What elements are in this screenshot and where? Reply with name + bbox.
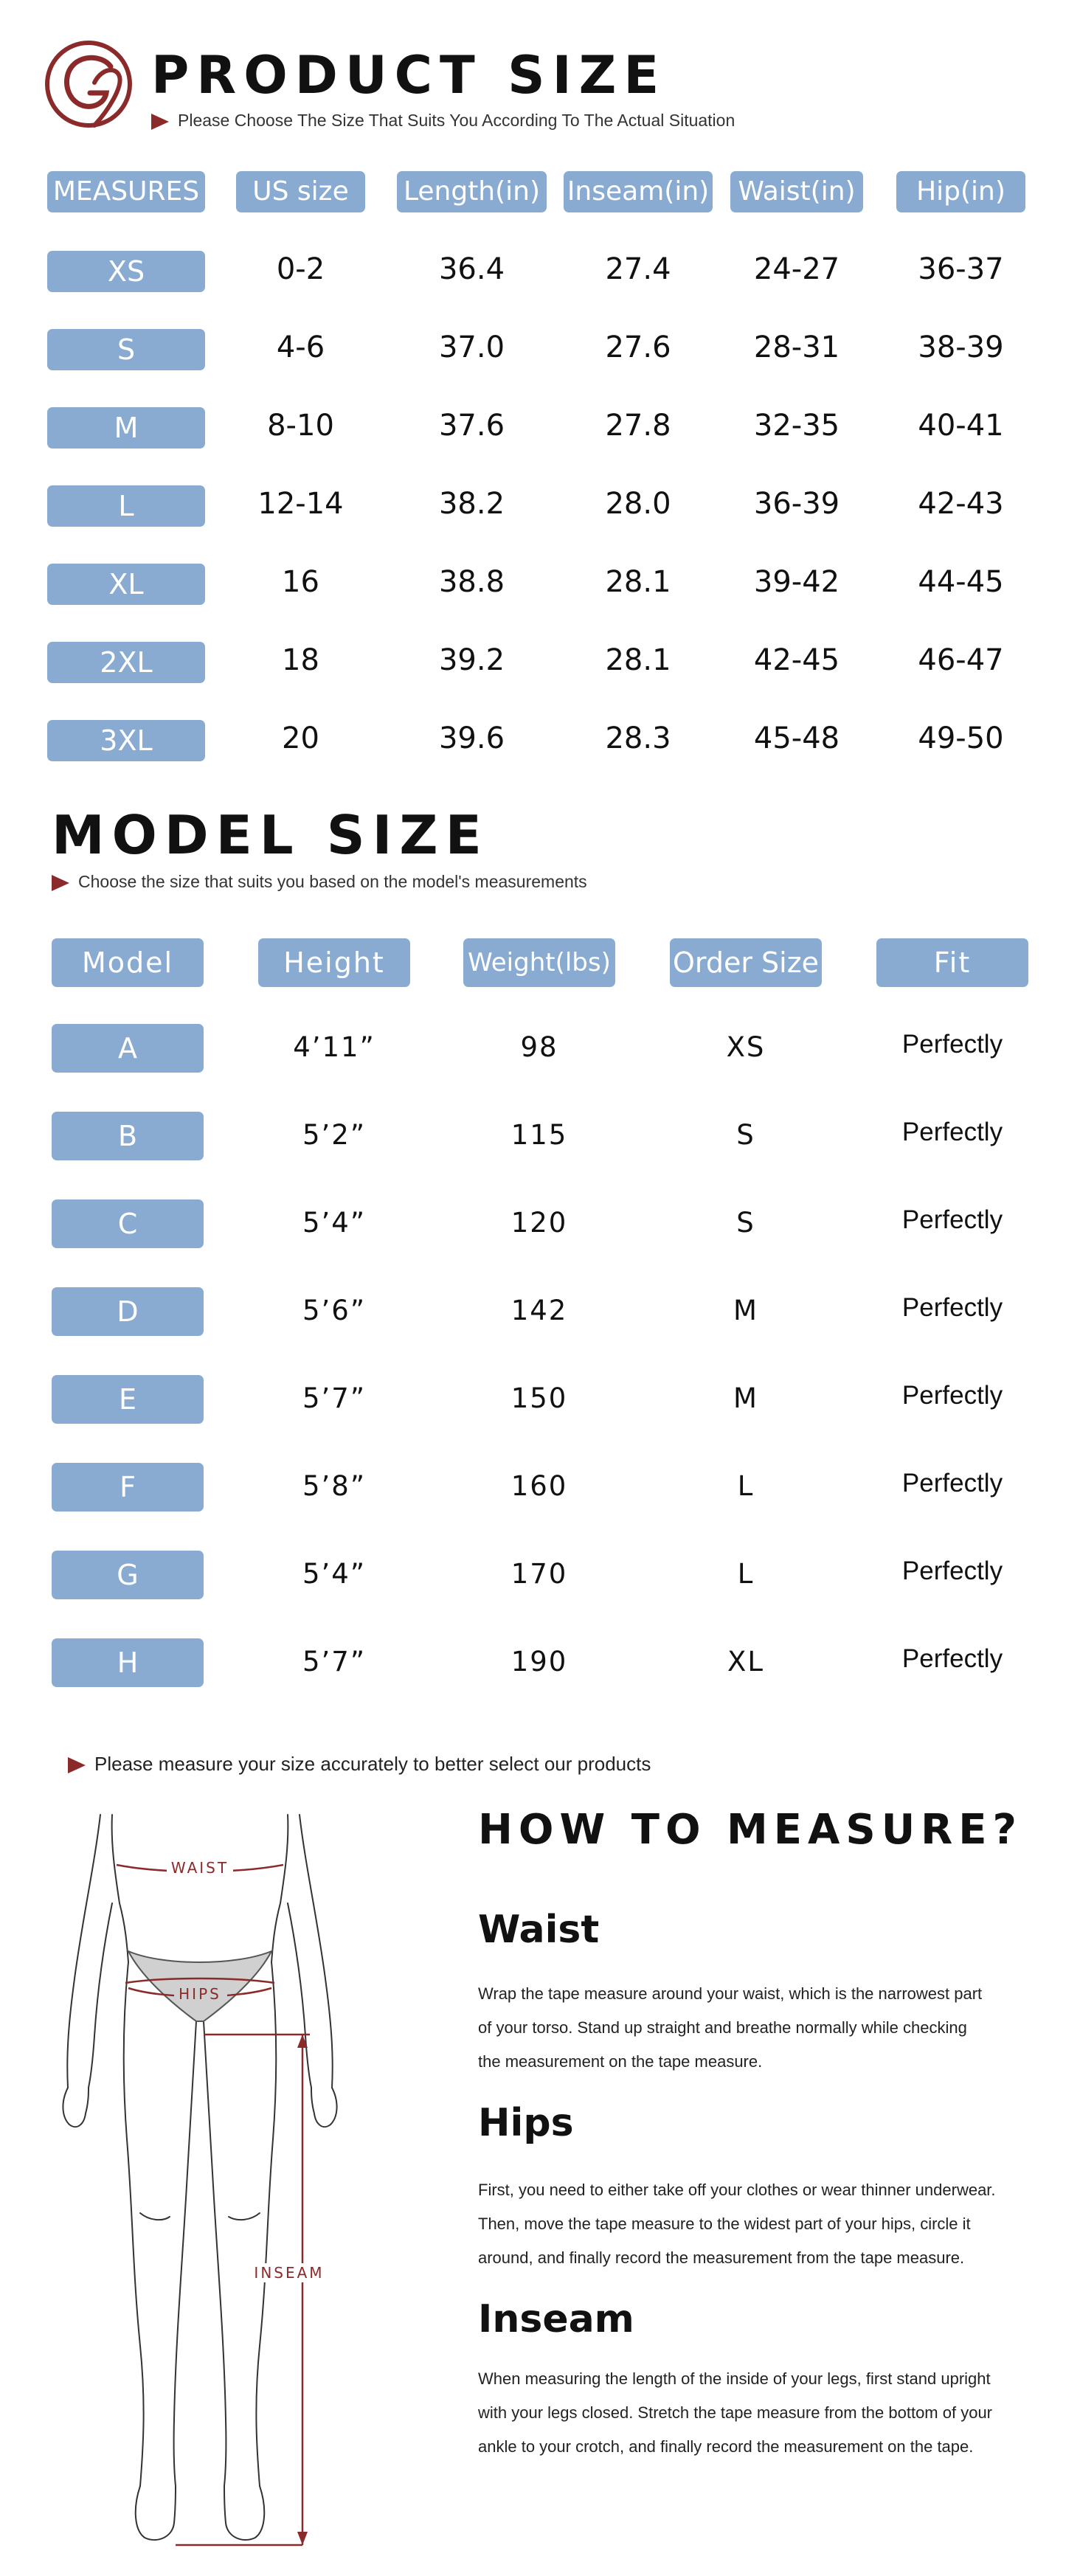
size-label: 2XL [47, 642, 205, 683]
length-value: 38.8 [438, 565, 505, 599]
header-inseam: Inseam(in) [564, 171, 713, 212]
us-size-value: 16 [282, 565, 319, 599]
header-model: Model [52, 938, 204, 987]
arrow-right-icon [151, 114, 169, 130]
length-value: 39.2 [438, 643, 505, 677]
hips-title: Hips [478, 2101, 574, 2145]
hip-value: 49-50 [918, 721, 1004, 755]
inseam-value: 27.8 [605, 409, 671, 443]
length-value: 37.6 [438, 409, 505, 443]
model-label: G [52, 1551, 204, 1599]
waist-title: Waist [478, 1908, 600, 1952]
weight-value: 115 [510, 1119, 568, 1151]
weight-value: 98 [520, 1031, 558, 1063]
height-value: 5’2” [302, 1119, 366, 1151]
hip-value: 42-43 [918, 487, 1004, 521]
length-value: 36.4 [438, 252, 505, 286]
model-label: H [52, 1638, 204, 1687]
weight-value: 160 [510, 1470, 568, 1502]
inseam-label: INSEAM [254, 2264, 325, 2282]
page-title: PRODUCT SIZE [151, 45, 667, 105]
inseam-value: 27.4 [605, 252, 671, 286]
model-label: C [52, 1199, 204, 1248]
order-size-value: L [737, 1470, 755, 1502]
fit-value: Perfectly [901, 1469, 1003, 1498]
waist-value: 28-31 [753, 330, 840, 364]
us-size-value: 18 [282, 643, 319, 677]
height-value: 5’7” [302, 1646, 366, 1677]
waist-value: 42-45 [753, 643, 840, 677]
measure-note: Please measure your size accurately to better select our products [68, 1753, 651, 1776]
waist-value: 39-42 [753, 565, 840, 599]
size-label: XS [47, 251, 205, 292]
inseam-value: 28.1 [605, 643, 671, 677]
fit-value: Perfectly [901, 1293, 1003, 1322]
waist-value: 36-39 [753, 487, 840, 521]
inseam-title: Inseam [478, 2297, 634, 2341]
length-value: 39.6 [438, 721, 505, 755]
weight-value: 170 [510, 1558, 568, 1590]
order-size-value: S [736, 1207, 755, 1239]
model-label: E [52, 1375, 204, 1424]
height-value: 5’4” [302, 1207, 366, 1239]
order-size-value: S [736, 1119, 755, 1151]
height-value: 5’4” [302, 1558, 366, 1590]
height-value: 5’6” [302, 1295, 366, 1326]
size-label: M [47, 407, 205, 449]
header-measures: MEASURES [47, 171, 205, 212]
waist-value: 45-48 [753, 721, 840, 755]
size-label: S [47, 329, 205, 370]
hip-value: 40-41 [918, 409, 1004, 443]
inseam-value: 28.3 [605, 721, 671, 755]
arrow-right-icon [52, 875, 69, 891]
order-size-value: XL [727, 1646, 764, 1677]
header-hip: Hip(in) [896, 171, 1025, 212]
height-value: 5’7” [302, 1382, 366, 1414]
waist-instructions: Wrap the tape measure around your waist, which is the narrowest part of your torso. Stand up straight and breathe normally while checking the measurement on the tape measure. [478, 1984, 983, 2071]
model-label: B [52, 1112, 204, 1160]
size-label: L [47, 485, 205, 527]
header-waist: Waist(in) [730, 171, 863, 212]
length-value: 38.2 [438, 487, 505, 521]
size-label: XL [47, 564, 205, 605]
model-label: A [52, 1024, 204, 1073]
inseam-value: 28.1 [605, 565, 671, 599]
order-size-value: XS [726, 1031, 766, 1063]
hip-value: 38-39 [918, 330, 1004, 364]
page-subtitle: Please Choose The Size That Suits You According To The Actual Situation [151, 111, 735, 131]
length-value: 37.0 [438, 330, 505, 364]
header-length: Length(in) [397, 171, 547, 212]
size-label: 3XL [47, 720, 205, 761]
hip-value: 46-47 [918, 643, 1004, 677]
weight-value: 190 [510, 1646, 568, 1677]
hip-value: 36-37 [918, 252, 1004, 286]
header-weight: Weight(lbs) [463, 938, 615, 987]
weight-value: 150 [510, 1382, 568, 1414]
model-size-title: MODEL SIZE [52, 804, 489, 866]
fit-value: Perfectly [901, 1030, 1003, 1059]
body-measure-figure [52, 1800, 361, 2560]
fit-value: Perfectly [901, 1381, 1003, 1410]
waist-label: WAIST [170, 1859, 229, 1877]
weight-value: 142 [510, 1295, 568, 1326]
header-fit: Fit [876, 938, 1028, 987]
us-size-value: 4-6 [276, 330, 325, 364]
hips-label: HIPS [179, 1985, 221, 2003]
fit-value: Perfectly [901, 1557, 1003, 1585]
brand-logo [43, 38, 139, 134]
how-to-measure-title: HOW TO MEASURE? [478, 1806, 1023, 1854]
model-label: F [52, 1463, 204, 1512]
us-size-value: 8-10 [267, 409, 334, 443]
fit-value: Perfectly [901, 1644, 1003, 1673]
inseam-value: 27.6 [605, 330, 671, 364]
inseam-value: 28.0 [605, 487, 671, 521]
height-value: 4’11” [293, 1031, 375, 1063]
weight-value: 120 [510, 1207, 568, 1239]
fit-value: Perfectly [901, 1205, 1003, 1234]
header-order-size: Order Size [670, 938, 822, 987]
header-height: Height [258, 938, 410, 987]
us-size-value: 0-2 [276, 252, 325, 286]
model-size-subtitle: Choose the size that suits you based on the model's measurements [52, 872, 587, 892]
fit-value: Perfectly [901, 1118, 1003, 1146]
order-size-value: M [733, 1295, 758, 1326]
height-value: 5’8” [302, 1470, 366, 1502]
hip-value: 44-45 [918, 565, 1004, 599]
model-label: D [52, 1287, 204, 1336]
inseam-instructions: When measuring the length of the inside of your legs, first stand upright with your legs closed. Stretch the tape measure from the bottom of your ankle to your crotch, and finally record the measurement on the tape. [478, 2369, 993, 2456]
hips-instructions: First, you need to either take off your clothes or wear thinner underwear. Then, move the tape measure to the widest part of your hips, circle it around, and finally record the measurement from the tape measure. [478, 2181, 996, 2267]
arrow-right-icon [68, 1757, 86, 1773]
us-size-value: 20 [282, 721, 319, 755]
waist-value: 24-27 [753, 252, 840, 286]
us-size-value: 12-14 [257, 487, 344, 521]
order-size-value: M [733, 1382, 758, 1414]
waist-value: 32-35 [753, 409, 840, 443]
order-size-value: L [737, 1558, 755, 1590]
header-us-size: US size [236, 171, 365, 212]
